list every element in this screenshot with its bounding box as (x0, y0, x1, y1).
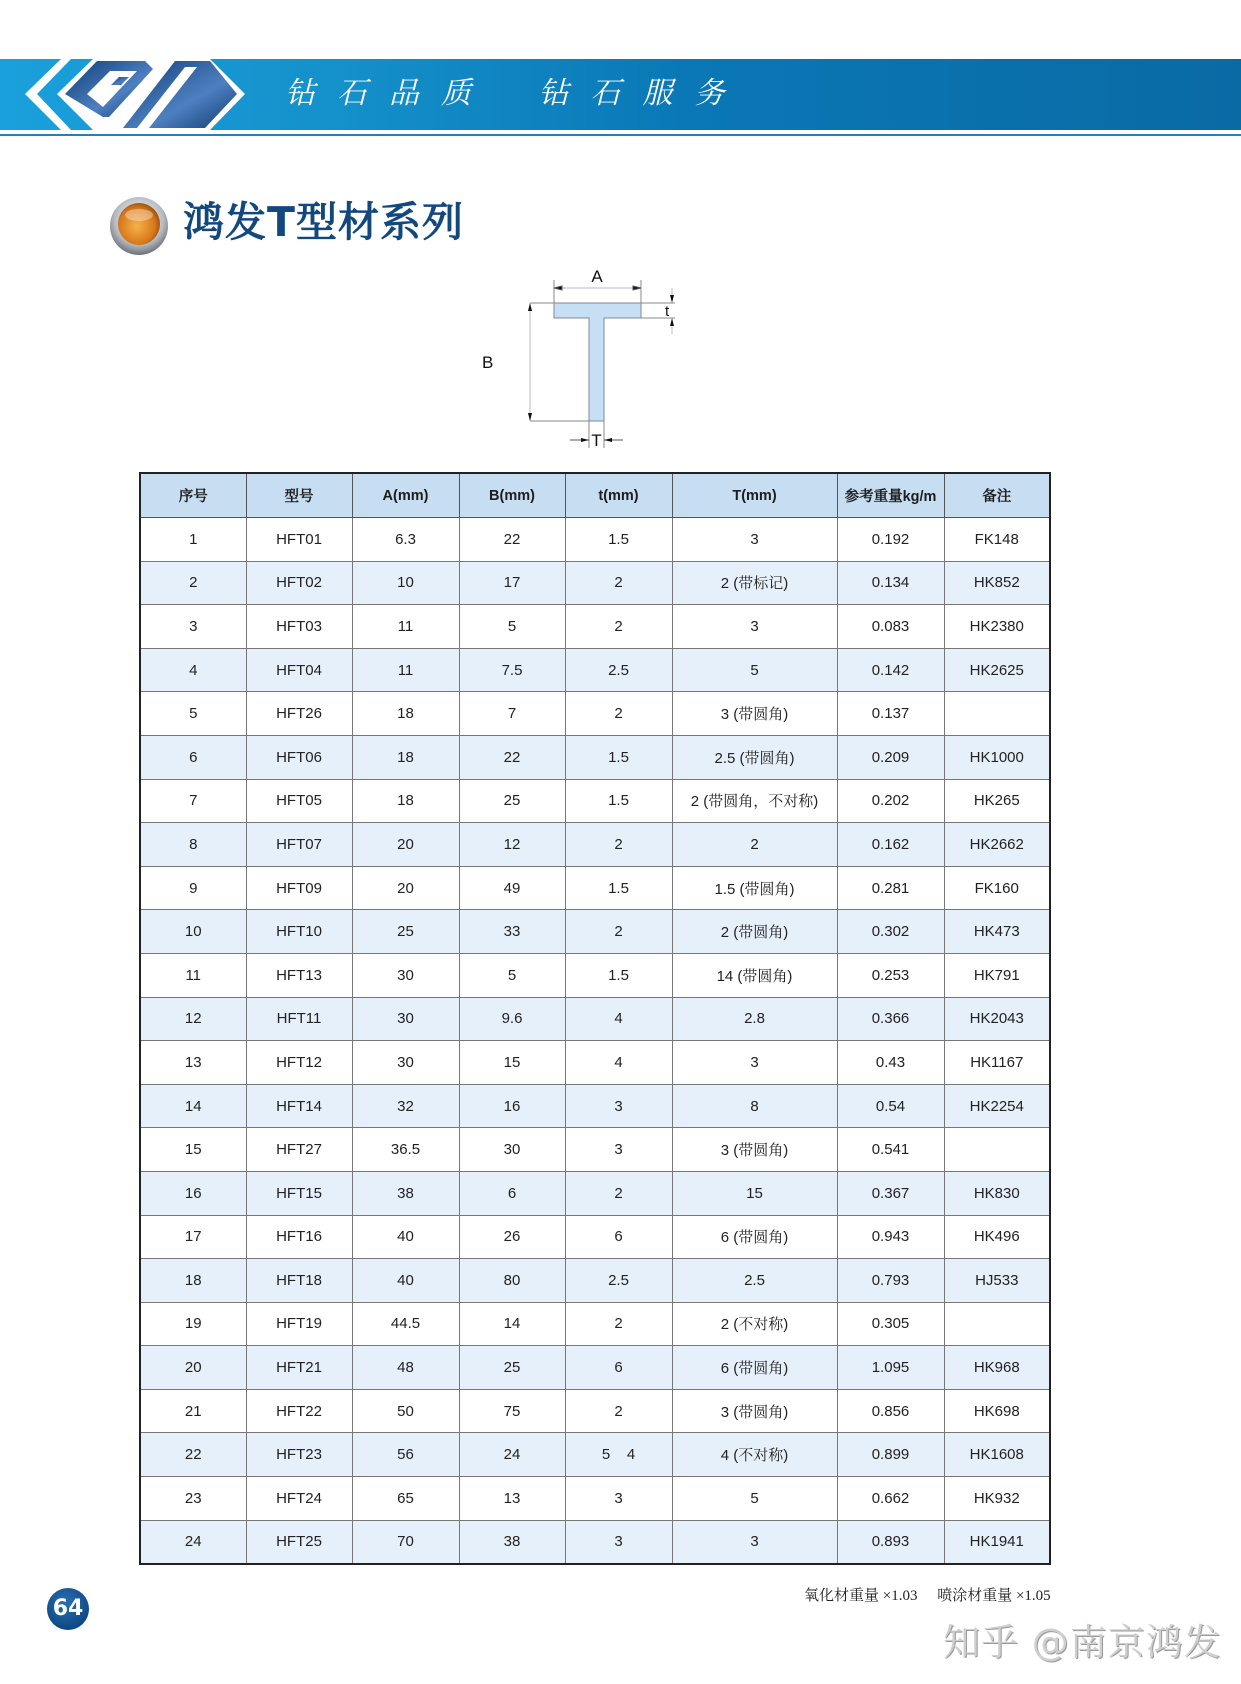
cell-model: HFT24 (246, 1477, 352, 1521)
cell-a: 11 (352, 648, 459, 692)
cell-t-small: 1.5 (565, 735, 672, 779)
cell-index: 13 (140, 1041, 246, 1085)
cell-t-small: 1.5 (565, 866, 672, 910)
cell-remark: FK148 (944, 518, 1050, 562)
cell-t-big: 3 (672, 1520, 837, 1564)
cell-t-big: 2.5 (672, 1259, 837, 1303)
cell-t-small: 5 4 (565, 1433, 672, 1477)
cell-weight: 0.943 (837, 1215, 944, 1259)
cell-weight: 0.302 (837, 910, 944, 954)
table-row (140, 1215, 1050, 1259)
cell-index: 18 (140, 1259, 246, 1303)
cell-remark: HK2625 (944, 648, 1050, 692)
cell-t-small: 2 (565, 692, 672, 736)
cell-a: 6.3 (352, 518, 459, 562)
cell-remark: HK1000 (944, 735, 1050, 779)
cell-b: 75 (459, 1389, 565, 1433)
cell-weight: 0.083 (837, 605, 944, 649)
col-header-weight: 参考重量kg/m (837, 473, 944, 518)
cell-model: HFT09 (246, 866, 352, 910)
cell-model: HFT19 (246, 1302, 352, 1346)
table-row (140, 1433, 1050, 1477)
header-divider (0, 134, 1241, 136)
cell-weight: 0.162 (837, 823, 944, 867)
cell-a: 20 (352, 823, 459, 867)
cell-index: 2 (140, 561, 246, 605)
table-row (140, 605, 1050, 649)
cell-index: 4 (140, 648, 246, 692)
cell-a: 40 (352, 1215, 459, 1259)
cell-t-big: 14 (带圆角) (672, 953, 837, 997)
cell-index: 14 (140, 1084, 246, 1128)
table-row (140, 692, 1050, 736)
col-header-b: B(mm) (459, 473, 565, 518)
cell-t-big: 2 (带圆角) (672, 910, 837, 954)
cell-b: 14 (459, 1302, 565, 1346)
table-body (140, 518, 1050, 1565)
cell-model: HFT21 (246, 1346, 352, 1390)
col-header-remark: 备注 (944, 473, 1050, 518)
table-row (140, 997, 1050, 1041)
col-header-t-small: t(mm) (565, 473, 672, 518)
cell-index: 1 (140, 518, 246, 562)
table-row (140, 1084, 1050, 1128)
cell-a: 18 (352, 779, 459, 823)
cell-t-small: 1.5 (565, 779, 672, 823)
cell-b: 38 (459, 1520, 565, 1564)
cell-weight: 0.367 (837, 1171, 944, 1215)
table-row (140, 866, 1050, 910)
cell-b: 22 (459, 735, 565, 779)
cell-t-big: 3 (带圆角) (672, 692, 837, 736)
cell-weight: 1.095 (837, 1346, 944, 1390)
cell-b: 16 (459, 1084, 565, 1128)
cell-b: 12 (459, 823, 565, 867)
cell-t-big: 2.8 (672, 997, 837, 1041)
cell-model: HFT23 (246, 1433, 352, 1477)
cell-weight: 0.662 (837, 1477, 944, 1521)
slogan-quality: 钻石品质 (285, 76, 493, 111)
cell-remark: HK698 (944, 1389, 1050, 1433)
cell-weight: 0.54 (837, 1084, 944, 1128)
col-header-index: 序号 (140, 473, 246, 518)
cell-index: 9 (140, 866, 246, 910)
cell-remark: HK2254 (944, 1084, 1050, 1128)
cell-b: 9.6 (459, 997, 565, 1041)
table-row (140, 1389, 1050, 1433)
cell-t-small: 3 (565, 1477, 672, 1521)
cell-remark (944, 692, 1050, 736)
cell-b: 24 (459, 1433, 565, 1477)
cell-t-big: 8 (672, 1084, 837, 1128)
cell-b: 6 (459, 1171, 565, 1215)
cell-index: 8 (140, 823, 246, 867)
cell-weight: 0.793 (837, 1259, 944, 1303)
cell-b: 13 (459, 1477, 565, 1521)
table-row (140, 1477, 1050, 1521)
cell-a: 44.5 (352, 1302, 459, 1346)
cell-remark: HK2662 (944, 823, 1050, 867)
cell-model: HFT07 (246, 823, 352, 867)
cell-a: 40 (352, 1259, 459, 1303)
cell-b: 80 (459, 1259, 565, 1303)
cell-a: 50 (352, 1389, 459, 1433)
cell-remark: HK2043 (944, 997, 1050, 1041)
cell-t-big: 3 (带圆角) (672, 1128, 837, 1172)
table-row (140, 1041, 1050, 1085)
cell-t-small: 3 (565, 1128, 672, 1172)
cell-model: HFT27 (246, 1128, 352, 1172)
cell-weight: 0.856 (837, 1389, 944, 1433)
cell-t-small: 2 (565, 605, 672, 649)
cell-a: 36.5 (352, 1128, 459, 1172)
cell-model: HFT05 (246, 779, 352, 823)
cell-a: 30 (352, 997, 459, 1041)
cell-remark: HK830 (944, 1171, 1050, 1215)
table-row (140, 1302, 1050, 1346)
cell-remark: HJ533 (944, 1259, 1050, 1303)
weight-multiplier-note (804, 1584, 1067, 1605)
cell-t-small: 2 (565, 1389, 672, 1433)
table-row (140, 561, 1050, 605)
slogan (285, 72, 761, 116)
cell-index: 11 (140, 953, 246, 997)
cell-index: 12 (140, 997, 246, 1041)
cell-t-small: 4 (565, 1041, 672, 1085)
cell-model: HFT14 (246, 1084, 352, 1128)
col-header-model: 型号 (246, 473, 352, 518)
cell-model: HFT10 (246, 910, 352, 954)
cell-t-big: 3 (672, 605, 837, 649)
cell-remark: HK852 (944, 561, 1050, 605)
cell-model: HFT25 (246, 1520, 352, 1564)
table-header-row (140, 473, 1050, 518)
table-row (140, 735, 1050, 779)
cell-index: 24 (140, 1520, 246, 1564)
cell-index: 19 (140, 1302, 246, 1346)
cell-remark: HK2380 (944, 605, 1050, 649)
cell-model: HFT22 (246, 1389, 352, 1433)
cell-model: HFT06 (246, 735, 352, 779)
cell-weight: 0.281 (837, 866, 944, 910)
cell-model: HFT12 (246, 1041, 352, 1085)
cell-weight: 0.253 (837, 953, 944, 997)
cell-a: 65 (352, 1477, 459, 1521)
table-row (140, 823, 1050, 867)
cell-remark: HK791 (944, 953, 1050, 997)
cell-a: 56 (352, 1433, 459, 1477)
cell-remark: HK1608 (944, 1433, 1050, 1477)
cell-weight: 0.43 (837, 1041, 944, 1085)
cell-weight: 0.142 (837, 648, 944, 692)
cell-a: 48 (352, 1346, 459, 1390)
table-row (140, 779, 1050, 823)
table-row (140, 953, 1050, 997)
cell-a: 18 (352, 735, 459, 779)
cell-remark: HK932 (944, 1477, 1050, 1521)
table-row (140, 1346, 1050, 1390)
cell-weight: 0.305 (837, 1302, 944, 1346)
cell-t-small: 6 (565, 1346, 672, 1390)
cell-a: 32 (352, 1084, 459, 1128)
cell-t-big: 2 (不对称) (672, 1302, 837, 1346)
cell-a: 25 (352, 910, 459, 954)
cell-index: 10 (140, 910, 246, 954)
cell-a: 38 (352, 1171, 459, 1215)
cell-model: HFT18 (246, 1259, 352, 1303)
cell-t-small: 2 (565, 1302, 672, 1346)
cell-model: HFT04 (246, 648, 352, 692)
orange-orb-icon (108, 195, 170, 257)
cell-weight: 0.893 (837, 1520, 944, 1564)
cell-t-big: 1.5 (带圆角) (672, 866, 837, 910)
company-logo-icon (25, 59, 265, 130)
anodized-weight-note: 氧化材重量 ×1.03 (804, 1588, 918, 1604)
cell-a: 30 (352, 1041, 459, 1085)
cell-t-big: 2.5 (带圆角) (672, 735, 837, 779)
cell-t-small: 3 (565, 1084, 672, 1128)
cell-t-big: 6 (带圆角) (672, 1215, 837, 1259)
cell-t-big: 6 (带圆角) (672, 1346, 837, 1390)
cell-b: 33 (459, 910, 565, 954)
cell-model: HFT02 (246, 561, 352, 605)
cell-index: 5 (140, 692, 246, 736)
cell-remark: HK496 (944, 1215, 1050, 1259)
dim-label-b: B (482, 353, 494, 372)
cell-t-big: 3 (带圆角) (672, 1389, 837, 1433)
dim-label-T: T (591, 431, 602, 450)
cell-model: HFT26 (246, 692, 352, 736)
cell-remark: HK473 (944, 910, 1050, 954)
t-profile-spec-table (139, 472, 1051, 1565)
table-row (140, 1128, 1050, 1172)
cell-weight: 0.209 (837, 735, 944, 779)
cell-remark (944, 1302, 1050, 1346)
cell-b: 26 (459, 1215, 565, 1259)
cell-t-big: 4 (不对称) (672, 1433, 837, 1477)
table-row (140, 648, 1050, 692)
cell-model: HFT03 (246, 605, 352, 649)
watermark: 知乎 @南京鸿发 (943, 1621, 1222, 1664)
cell-weight: 0.134 (837, 561, 944, 605)
cell-index: 3 (140, 605, 246, 649)
cell-b: 30 (459, 1128, 565, 1172)
cell-a: 18 (352, 692, 459, 736)
cell-weight: 0.541 (837, 1128, 944, 1172)
col-header-a: A(mm) (352, 473, 459, 518)
cell-a: 70 (352, 1520, 459, 1564)
cell-t-small: 6 (565, 1215, 672, 1259)
page-title: 鸿发T型材系列 (183, 198, 464, 246)
cell-remark: FK160 (944, 866, 1050, 910)
table-row (140, 518, 1050, 562)
cell-a: 20 (352, 866, 459, 910)
cell-model: HFT11 (246, 997, 352, 1041)
cell-remark (944, 1128, 1050, 1172)
cell-remark: HK1941 (944, 1520, 1050, 1564)
cell-t-small: 2 (565, 1171, 672, 1215)
cell-t-small: 3 (565, 1520, 672, 1564)
cell-index: 23 (140, 1477, 246, 1521)
cell-b: 49 (459, 866, 565, 910)
cell-t-small: 2.5 (565, 1259, 672, 1303)
cell-t-small: 4 (565, 997, 672, 1041)
cell-remark: HK265 (944, 779, 1050, 823)
col-header-t-big: T(mm) (672, 473, 837, 518)
cell-model: HFT15 (246, 1171, 352, 1215)
slogan-service: 钻石服务 (538, 76, 747, 111)
t-profile-diagram (482, 260, 700, 455)
dim-label-a: A (591, 267, 603, 286)
cell-b: 5 (459, 605, 565, 649)
table-row (140, 1520, 1050, 1564)
dim-label-t: t (665, 303, 670, 320)
cell-a: 30 (352, 953, 459, 997)
cell-b: 15 (459, 1041, 565, 1085)
page-number-badge: 64 (47, 1588, 89, 1630)
cell-index: 21 (140, 1389, 246, 1433)
cell-t-small: 2 (565, 910, 672, 954)
cell-index: 7 (140, 779, 246, 823)
cell-b: 7.5 (459, 648, 565, 692)
cell-a: 10 (352, 561, 459, 605)
cell-weight: 0.202 (837, 779, 944, 823)
cell-t-big: 3 (672, 518, 837, 562)
cell-remark: HK1167 (944, 1041, 1050, 1085)
cell-t-big: 2 (带标记) (672, 561, 837, 605)
cell-index: 6 (140, 735, 246, 779)
cell-b: 7 (459, 692, 565, 736)
cell-index: 15 (140, 1128, 246, 1172)
cell-t-big: 3 (672, 1041, 837, 1085)
table-row (140, 1259, 1050, 1303)
cell-index: 17 (140, 1215, 246, 1259)
cell-t-small: 2 (565, 561, 672, 605)
cell-t-small: 2.5 (565, 648, 672, 692)
cell-t-small: 1.5 (565, 953, 672, 997)
cell-model: HFT13 (246, 953, 352, 997)
cell-remark: HK968 (944, 1346, 1050, 1390)
table-row (140, 1171, 1050, 1215)
cell-index: 16 (140, 1171, 246, 1215)
cell-t-big: 5 (672, 1477, 837, 1521)
table-row (140, 910, 1050, 954)
cell-index: 22 (140, 1433, 246, 1477)
cell-t-small: 1.5 (565, 518, 672, 562)
cell-b: 22 (459, 518, 565, 562)
cell-t-small: 2 (565, 823, 672, 867)
cell-t-big: 15 (672, 1171, 837, 1215)
cell-model: HFT01 (246, 518, 352, 562)
cell-b: 5 (459, 953, 565, 997)
cell-b: 17 (459, 561, 565, 605)
cell-t-big: 2 (带圆角，不对称) (672, 779, 837, 823)
cell-b: 25 (459, 779, 565, 823)
cell-index: 20 (140, 1346, 246, 1390)
cell-model: HFT16 (246, 1215, 352, 1259)
cell-a: 11 (352, 605, 459, 649)
cell-t-big: 2 (672, 823, 837, 867)
cell-weight: 0.366 (837, 997, 944, 1041)
cell-b: 25 (459, 1346, 565, 1390)
cell-weight: 0.137 (837, 692, 944, 736)
cell-weight: 0.192 (837, 518, 944, 562)
cell-weight: 0.899 (837, 1433, 944, 1477)
cell-t-big: 5 (672, 648, 837, 692)
powder-coated-weight-note: 喷涂材重量 ×1.05 (937, 1588, 1051, 1604)
